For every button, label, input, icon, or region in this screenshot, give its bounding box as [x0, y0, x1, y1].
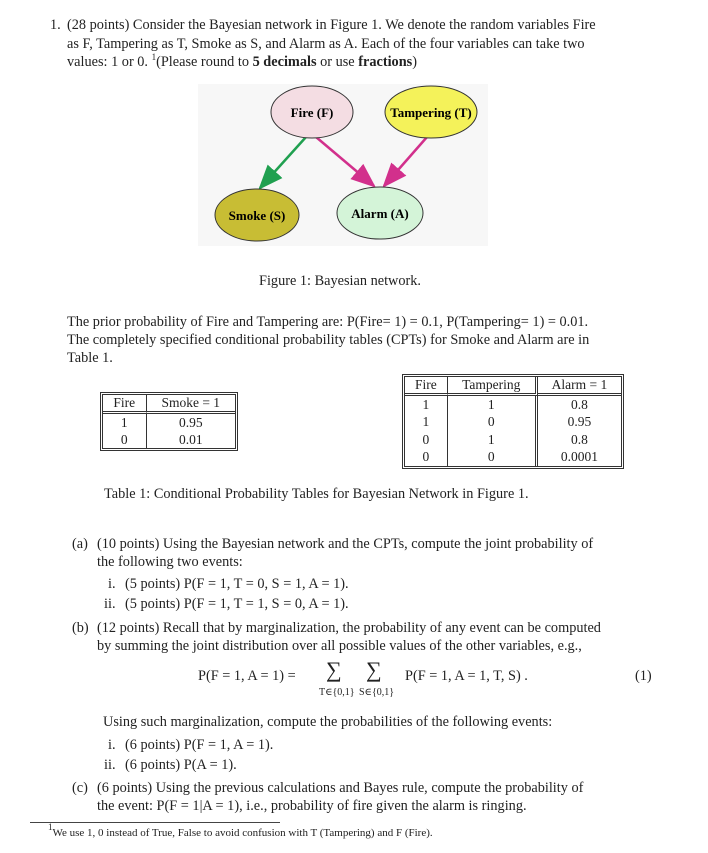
part-b-i-label: i. — [108, 737, 116, 753]
part-a-label: (a) — [72, 536, 88, 552]
part-a-line-1: (10 points) Using the Bayesian network and the CPTs, compute the joint probability of — [97, 536, 594, 552]
part-a-ii-label: ii. — [104, 596, 116, 612]
alarm-cpt-cell: 0.0001 — [560, 449, 598, 465]
sum-s-subscript: S∈{0,1} — [359, 687, 395, 698]
smoke-cpt-table — [102, 394, 236, 449]
node-fire — [271, 86, 353, 138]
problem-close-paren: ) — [412, 54, 417, 70]
sum-symbol-t: ∑ — [326, 657, 342, 682]
alarm-cpt-header-fire: Fire — [405, 377, 448, 396]
alarm-cpt-cell: 0 — [448, 414, 538, 432]
part-c-line-1: (6 points) Using the previous calculations and Bayes rule, compute the probability of — [97, 780, 584, 796]
footnote-text: We use 1, 0 instead of True, False to avoid confusion with T (Tampering) and F (Fire). — [52, 827, 433, 839]
part-b-ii-label: ii. — [104, 757, 116, 773]
sum-symbol-s: ∑ — [366, 657, 382, 682]
part-a-ii-text: (5 points) P(F = 1, T = 1, S = 0, A = 1). — [125, 596, 349, 612]
problem-round: (Please round to — [156, 54, 249, 70]
alarm-cpt-cell: 0 — [405, 431, 448, 449]
problem-values: values: 1 or 0. — [67, 54, 148, 70]
prior-line-3: Table 1. — [67, 350, 113, 366]
smoke-cpt-cell: 0.01 — [178, 431, 203, 447]
footnote-ref[interactable]: 1 — [151, 52, 157, 62]
node-alarm — [337, 187, 423, 239]
sum-t-subscript: T∈{0,1} — [319, 687, 355, 698]
problem-line-3 — [67, 53, 417, 71]
node-tampering — [385, 86, 477, 138]
prior-line-2: The completely specified conditional probability tables (CPTs) for Smoke and Alarm are in — [67, 332, 590, 348]
node-alarm-label: Alarm (A) — [351, 206, 409, 221]
part-a-i-label: i. — [108, 576, 116, 592]
equation-rhs: P(F = 1, A = 1, T, S) . — [405, 668, 528, 684]
alarm-cpt-cell: 0 — [448, 449, 538, 467]
smoke-cpt-cell: 0 — [103, 431, 147, 448]
problem-or: or use — [320, 54, 355, 70]
alarm-cpt-cell: 1 — [405, 414, 448, 432]
problem-line-1: (28 points) Consider the Bayesian network in Figure 1. We denote the random variables Fire — [67, 17, 596, 33]
part-a-i-text: (5 points) P(F = 1, T = 0, S = 1, A = 1). — [125, 576, 349, 592]
problem-fractions: fractions — [358, 54, 413, 70]
part-b-label: (b) — [72, 620, 89, 636]
equation-number: (1) — [635, 668, 652, 684]
node-tampering-label: Tampering (T) — [390, 105, 472, 120]
prior-line-1: The prior probability of Fire and Tampering are: P(Fire= 1) = 0.1, P(Tampering= 1) = 0.01. — [67, 314, 589, 330]
part-b-i-text: (6 points) P(F = 1, A = 1). — [125, 737, 274, 753]
alarm-cpt-header-tampering: Tampering — [448, 377, 538, 396]
footnote — [48, 822, 433, 840]
part-b-line-3: Using such marginalization, compute the probabilities of the following events: — [103, 714, 553, 730]
node-smoke — [215, 189, 299, 241]
smoke-cpt-cell: 1 — [103, 414, 147, 431]
alarm-cpt-cell: 0.8 — [570, 431, 588, 447]
equation-lhs: P(F = 1, A = 1) = — [198, 668, 296, 684]
bayes-network-figure — [198, 84, 488, 246]
problem-line-2: as F, Tampering as T, Smoke as S, and Alarm as A. Each of the four variables can take two — [67, 36, 585, 52]
part-a-line-2: the following two events: — [97, 554, 243, 570]
alarm-cpt-table — [404, 376, 622, 467]
alarm-cpt-cell: 0.95 — [567, 414, 592, 430]
alarm-cpt-cell: 0.8 — [570, 396, 588, 412]
smoke-cpt-header-smoke: Smoke = 1 — [147, 395, 235, 414]
part-b-ii-text: (6 points) P(A = 1). — [125, 757, 237, 773]
problem-decimals: 5 decimals — [252, 54, 317, 70]
part-c-line-2: the event: P(F = 1|A = 1), i.e., probability of fire given the alarm is ringing. — [97, 798, 527, 814]
alarm-cpt-cell: 1 — [405, 396, 448, 414]
table-caption: Table 1: Conditional Probability Tables for Bayesian Network in Figure 1. — [104, 486, 529, 502]
smoke-cpt-cell: 0.95 — [178, 414, 203, 430]
part-b-line-2: by summing the joint distribution over all possible values of the other variables, e.g., — [97, 638, 582, 654]
smoke-cpt-header-fire: Fire — [103, 395, 147, 414]
node-smoke-label: Smoke (S) — [228, 208, 286, 223]
footnote-rule — [30, 822, 280, 823]
alarm-cpt-header-alarm: Alarm = 1 — [538, 377, 621, 396]
alarm-cpt-cell: 1 — [448, 431, 538, 449]
footnote-mark: 1 — [48, 822, 53, 832]
part-c-label: (c) — [72, 780, 88, 796]
node-fire-label: Fire (F) — [290, 105, 334, 120]
part-b-line-1: (12 points) Recall that by marginalization, the probability of any event can be computed — [97, 620, 601, 636]
alarm-cpt-cell: 0 — [405, 449, 448, 467]
alarm-cpt-cell: 1 — [448, 396, 538, 414]
figure-caption: Figure 1: Bayesian network. — [259, 273, 421, 289]
problem-number: 1. — [50, 17, 61, 33]
